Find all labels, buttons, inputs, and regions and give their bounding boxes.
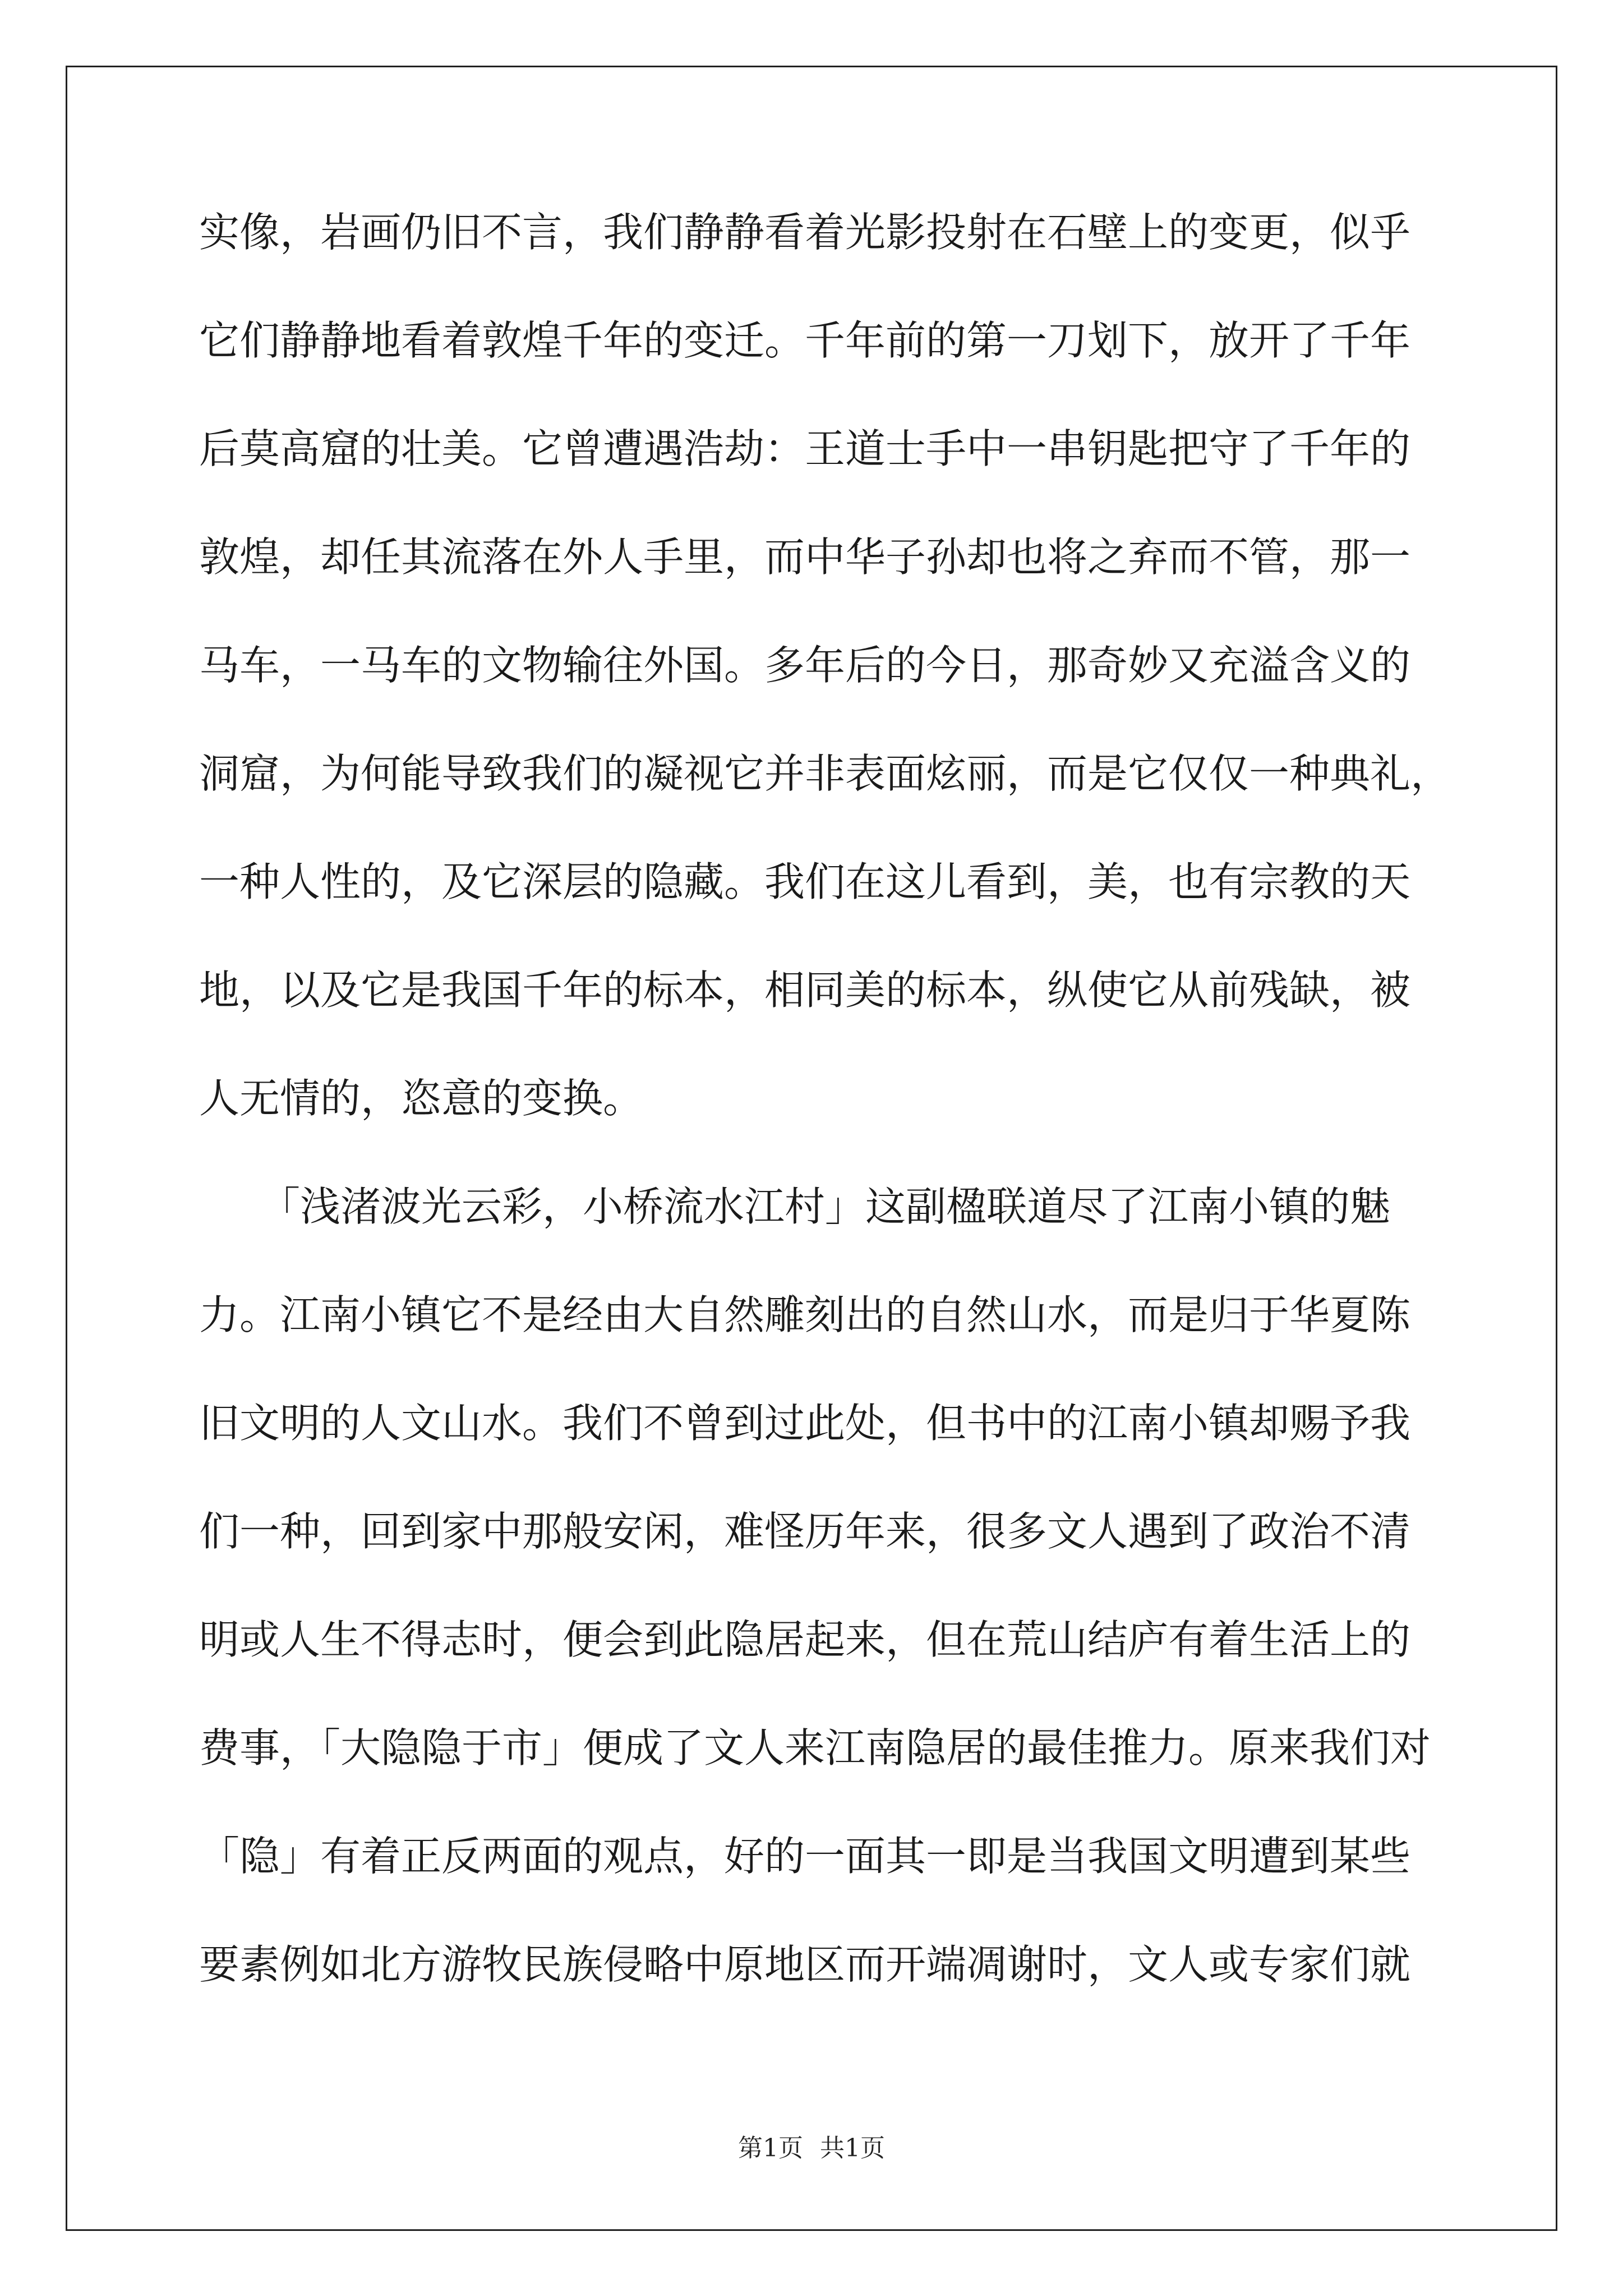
text-line: 要素例如北方游牧民族侵略中原地区而开端凋谢时，文人或专家们就: [199, 1941, 1411, 1988]
text-line: 地，以及它是我国千年的标本，相同美的标本，纵使它从前残缺，被: [199, 967, 1411, 1014]
text-line: 敦煌，却任其流落在外人手里，而中华子孙却也将之弃而不管，那一: [199, 533, 1411, 581]
text-line: 旧文明的人文山水。我们不曾到过此处，但书中的江南小镇却赐予我: [199, 1400, 1411, 1447]
body-text: [199, 209, 1451, 2053]
text-line: 后莫高窟的壮美。它曾遭遇浩劫：王道士手中一串钥匙把守了千年的: [199, 425, 1411, 472]
text-line: 费事，「大隐隐于市」便成了文人来江南隐居的最佳推力。原来我们对: [199, 1724, 1431, 1772]
text-line: 「浅渚波光云彩，小桥流水江村」这副楹联道尽了江南小镇的魅: [199, 1183, 1391, 1230]
page-footer: [0, 2134, 1623, 2162]
text-line: 一种人性的，及它深层的隐藏。我们在这儿看到，美，也有宗教的天: [199, 858, 1411, 905]
text-line: 它们静静地看着敦煌千年的变迁。千年前的第一刀划下，放开了千年: [199, 317, 1411, 364]
text-line: 人无情的，恣意的变换。: [199, 1075, 644, 1122]
text-line: 「隐」有着正反两面的观点，好的一面其一即是当我国文明遭到某些: [199, 1833, 1411, 1880]
text-line: 马车，一马车的文物输往外国。多年后的今日，那奇妙又充溢含义的: [199, 642, 1411, 689]
text-line: 实像，岩画仍旧不言，我们静静看着光影投射在石壁上的变更，似乎: [199, 209, 1411, 256]
text-line: 们一种，回到家中那般安闲，难怪历年来，很多文人遇到了政治不清: [199, 1508, 1411, 1555]
text-line: 明或人生不得志时，便会到此隐居起来，但在荒山结庐有着生活上的: [199, 1616, 1411, 1663]
text-line: 洞窟，为何能导致我们的凝视它并非表面炫丽，而是它仅仅一种典礼，: [199, 750, 1451, 797]
text-line: 力。江南小镇它不是经由大自然雕刻出的自然山水，而是归于华夏陈: [199, 1291, 1411, 1338]
page-number: 第1页: [738, 2134, 803, 2162]
page-total: 共1页: [820, 2134, 885, 2162]
